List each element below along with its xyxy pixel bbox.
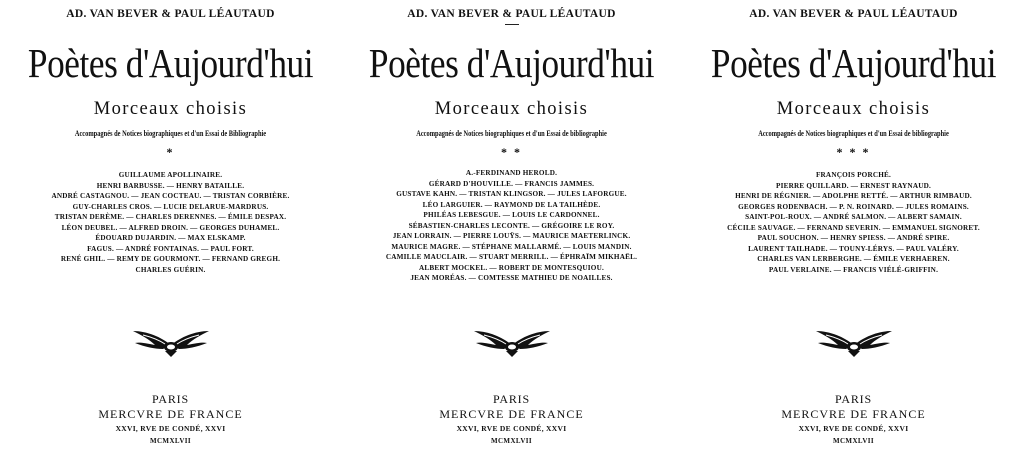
publisher: MERCVRE DE FRANCE — [781, 407, 926, 421]
publisher: MERCVRE DE FRANCE — [98, 407, 243, 421]
bibliography-note: Accompagnés de Notices biographiques et d'un Essai de Bibliographie — [74, 129, 267, 138]
poet-line: FAGUS. — ANDRÉ FONTAINAS. — PAUL FORT. — [87, 244, 254, 253]
authors: AD. VAN BEVER & PAUL LÉAUTAUD — [749, 8, 958, 20]
authors: AD. VAN BEVER & PAUL LÉAUTAUD — [407, 8, 616, 20]
publisher-address: XXVI, RVE DE CONDÉ, XXVI — [115, 424, 226, 433]
winged-emblem-icon — [131, 323, 211, 359]
poet-line: GEORGES RODENBACH. — P. N. ROINARD. — JULES ROMAINS. — [738, 202, 969, 211]
title-page-volume-1 — [0, 0, 341, 454]
authors: AD. VAN BEVER & PAUL LÉAUTAUD — [66, 8, 275, 20]
poet-line: SÉBASTIEN-CHARLES LECONTE. — GRÉGOIRE LE ROY. — [408, 221, 615, 230]
poet-line: HENRI BARBUSSE. — HENRY BATAILLE. — [96, 181, 245, 190]
poet-line: LÉON DEUBEL. — ALFRED DROIN. — GEORGES DUHAMEL. — [61, 223, 280, 232]
poet-line: PAUL VERLAINE. — FRANCIS VIÉLÉ-GRIFFIN. — [768, 265, 939, 274]
book-subtitle: Morceaux choisis — [434, 99, 589, 119]
poet-line: SAINT-POL-ROUX. — ANDRÉ SALMON. — ALBERT SAMAIN. — [745, 213, 962, 221]
winged-emblem-icon — [472, 323, 552, 359]
poet-line: JEAN LORRAIN. — PIERRE LOUŸS. — MAURICE MAETERLINCK. — [392, 232, 631, 240]
divider — [505, 24, 519, 25]
poet-line: LAURENT TAILHADE. — TOUNY-LÉRYS. — PAUL VALÉRY. — [748, 244, 959, 253]
poet-line: MAURICE MAGRE. — STÉPHANE MALLARMÉ. — LOUIS MANDIN. — [391, 242, 632, 251]
publication-place: PARIS — [493, 392, 530, 406]
poet-list — [683, 170, 1024, 275]
volume-mark: * * * — [836, 145, 871, 159]
publisher-address: XXVI, RVE DE CONDÉ, XXVI — [456, 424, 567, 433]
winged-emblem-icon — [814, 323, 894, 359]
poet-line: ALBERT MOCKEL. — ROBERT DE MONTESQUIOU. — [419, 263, 604, 272]
poet-line: RENÉ GHIL. — REMY DE GOURMONT. — FERNAND GREGH. — [60, 255, 281, 263]
poet-line: CHARLES GUÉRIN. — [135, 265, 206, 274]
publisher-address: XXVI, RVE DE CONDÉ, XXVI — [798, 424, 909, 433]
book-title: Poètes d'Aujourd'hui — [368, 40, 655, 86]
book-subtitle: Morceaux choisis — [776, 99, 931, 119]
poet-list — [0, 170, 341, 275]
poet-line: PAUL SOUCHON. — HENRY SPIESS. — ANDRÉ SPIRE. — [757, 234, 950, 242]
poet-line: GÉRARD D'HOUVILLE. — FRANCIS JAMMES. — [428, 179, 595, 188]
book-title: Poètes d'Aujourd'hui — [27, 40, 314, 86]
poet-line: TRISTAN DERÈME. — CHARLES DERENNES. — ÉMILE DESPAX. — [54, 213, 287, 221]
book-title: Poètes d'Aujourd'hui — [710, 40, 997, 86]
poet-line: JEAN MORÉAS. — COMTESSE MATHIEU DE NOAILLES. — [410, 274, 613, 282]
poet-line: PIERRE QUILLARD. — ERNEST RAYNAUD. — [776, 181, 931, 190]
poet-line: GUSTAVE KAHN. — TRISTAN KLINGSOR. — JULES LAFORGUE. — [396, 190, 627, 198]
volume-mark: * * — [501, 145, 522, 159]
title-page-volume-3 — [683, 0, 1024, 454]
poet-line: ANDRÉ CASTAGNOU. — JEAN COCTEAU. — TRISTAN CORBIÈRE. — [51, 192, 290, 200]
book-subtitle: Morceaux choisis — [93, 99, 248, 119]
bibliography-note: Accompagnés de Notices biographiques et d'un Essai de bibliographie — [416, 129, 607, 138]
publisher: MERCVRE DE FRANCE — [439, 407, 584, 421]
poet-line: PHILÉAS LEBESGUE. — LOUIS LE CARDONNEL. — [423, 211, 600, 219]
poet-list — [341, 168, 682, 284]
poet-line: LÉO LARGUIER. — RAYMOND DE LA TAILHÈDE. — [422, 200, 601, 209]
publication-year: MCMXLVII — [832, 437, 875, 445]
publication-place: PARIS — [835, 392, 872, 406]
poet-line: FRANÇOIS PORCHÉ. — [815, 171, 892, 179]
publication-year: MCMXLVII — [149, 437, 192, 445]
poet-line: GUILLAUME APOLLINAIRE. — [118, 171, 223, 179]
poet-line: HENRI DE RÉGNIER. — ADOLPHE RETTÉ. — ARTHUR RIMBAUD. — [735, 192, 972, 200]
publication-place: PARIS — [152, 392, 189, 406]
poet-line: CAMILLE MAUCLAIR. — STUART MERRILL. — ÉPHRAÏM MIKHAËL. — [385, 253, 638, 261]
bibliography-note: Accompagnés de Notices biographiques et d'un Essai de bibliographie — [758, 129, 949, 138]
poet-line: GUY-CHARLES CROS. — LUCIE DELARUE-MARDRUS. — [72, 202, 269, 211]
volume-mark: * — [166, 145, 175, 159]
poet-line: A.-FERDINAND HEROLD. — [465, 169, 558, 177]
poet-line: CHARLES VAN LERBERGHE. — ÉMILE VERHAEREN. — [757, 255, 950, 263]
publication-year: MCMXLVII — [490, 437, 533, 445]
title-page-volume-2 — [341, 0, 682, 454]
poet-line: ÉDOUARD DUJARDIN. — MAX ELSKAMP. — [95, 234, 246, 242]
poet-line: CÉCILE SAUVAGE. — FERNAND SEVERIN. — EMMANUEL SIGNORET. — [727, 223, 980, 232]
